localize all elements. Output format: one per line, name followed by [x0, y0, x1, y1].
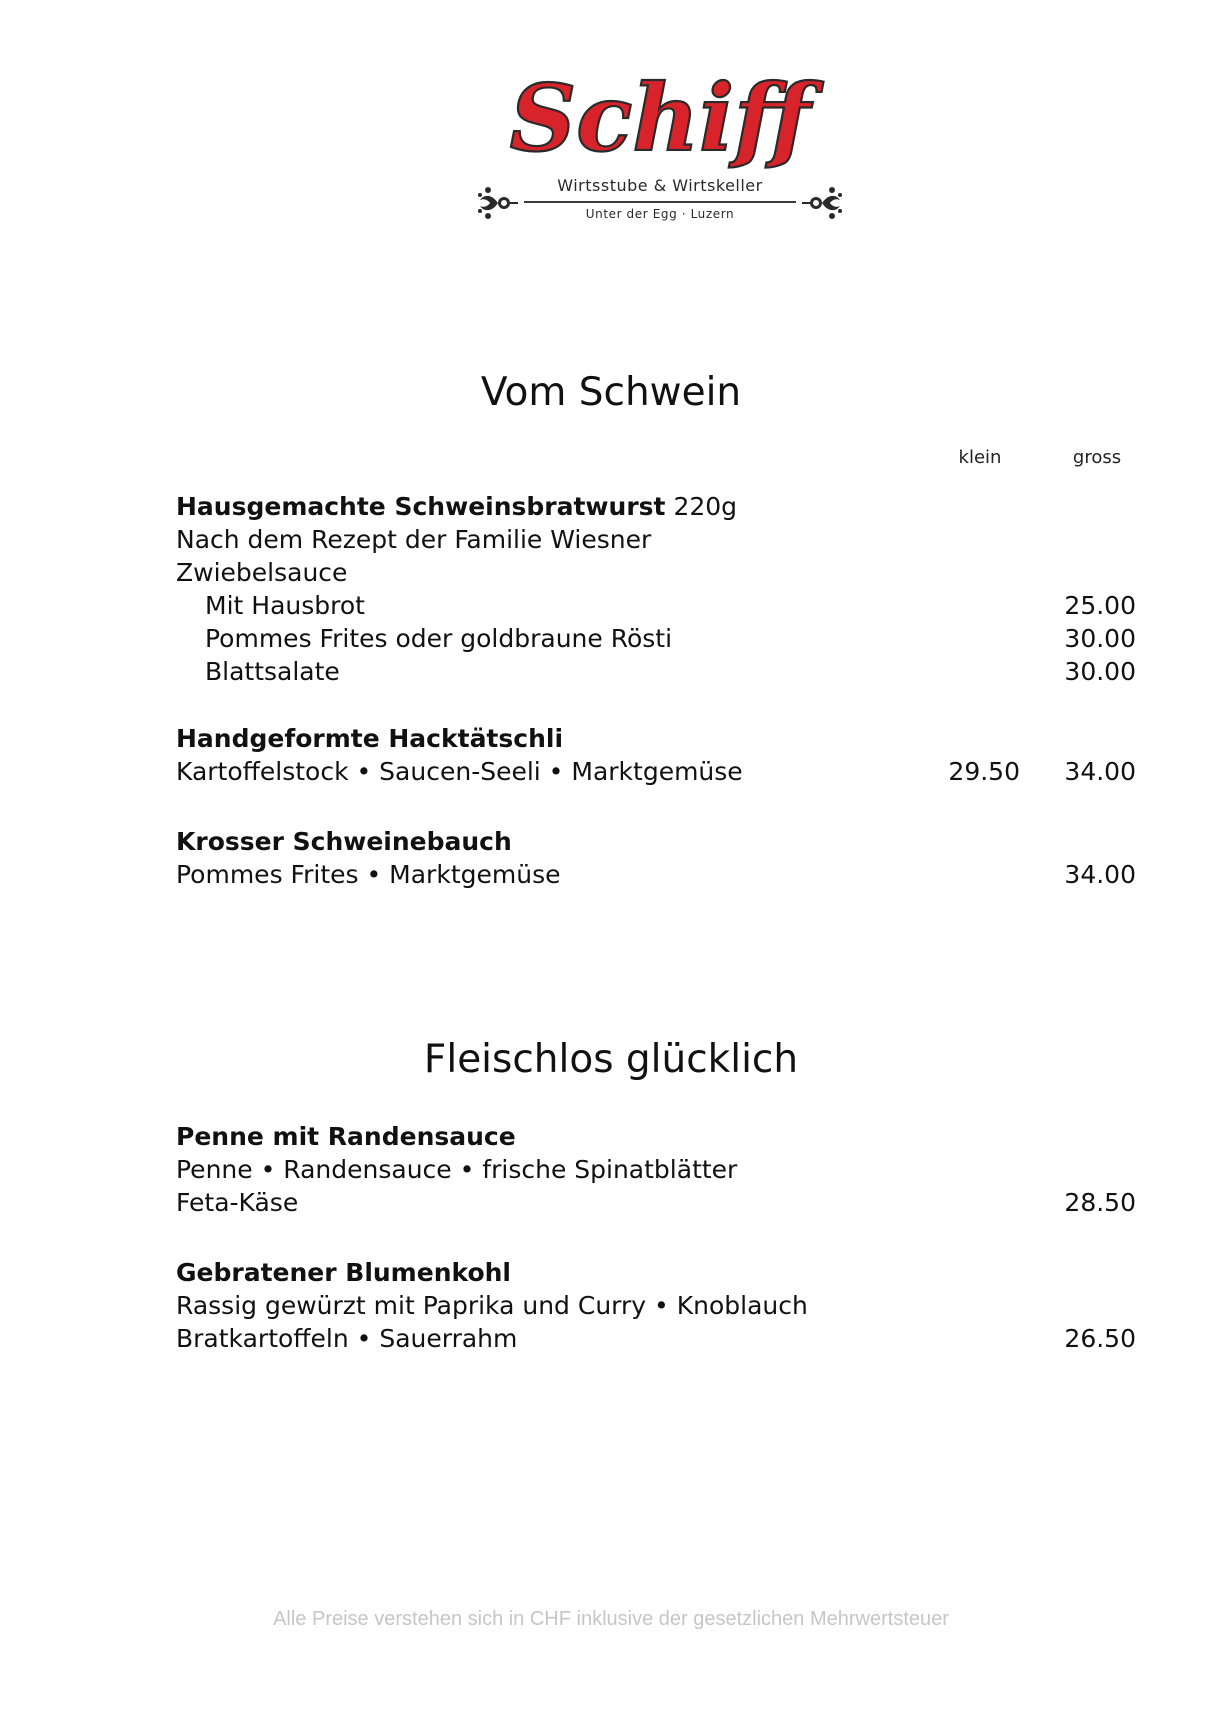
- menu-item-name: Gebratener Blumenkohl: [176, 1258, 511, 1287]
- price-gross: 25.00: [1064, 591, 1136, 620]
- menu-item-description: Zwiebelsauce: [176, 558, 348, 587]
- menu-item-blumenkohl: [176, 1256, 1136, 1355]
- section-title-vom-schwein: Vom Schwein: [480, 370, 742, 415]
- menu-item-description: [176, 1186, 1136, 1219]
- price-gross: 34.00: [1064, 860, 1136, 889]
- menu-item-name: Krosser Schweinebauch: [176, 827, 512, 856]
- menu-item-description: [176, 755, 1136, 788]
- description-text: Feta-Käse: [176, 1188, 299, 1217]
- menu-item-name: Handgeformte Hacktätschli: [176, 724, 564, 753]
- menu-item-name: [176, 490, 1136, 523]
- description-text: Pommes Frites • Marktgemüse: [176, 860, 561, 889]
- logo-wordmark: [480, 60, 840, 170]
- price-gross: 34.00: [1064, 757, 1136, 786]
- menu-item-option: [176, 589, 1136, 622]
- menu-item-hacktaetschli: [176, 722, 1136, 788]
- menu-item-description: [176, 1322, 1136, 1355]
- price-gross: 28.50: [1064, 1188, 1136, 1217]
- description-text: Bratkartoffeln • Sauerrahm: [176, 1324, 518, 1353]
- option-label: Mit Hausbrot: [205, 591, 365, 620]
- menu-item-description: Penne • Randensauce • frische Spinatblätter: [176, 1155, 738, 1184]
- section-title-fleischlos: Fleischlos glücklich: [423, 1037, 799, 1082]
- option-label: Blattsalate: [205, 657, 340, 686]
- menu-item-name: Penne mit Randensauce: [176, 1122, 516, 1151]
- price-klein: 29.50: [948, 757, 1020, 786]
- menu-item-schweinsbratwurst: [176, 490, 1136, 688]
- price-gross: 26.50: [1064, 1324, 1136, 1353]
- column-header-gross: gross: [1072, 447, 1122, 468]
- menu-item-option: [176, 655, 1136, 688]
- menu-item-title: Hausgemachte Schweinsbratwurst: [176, 492, 666, 521]
- logo-wordmark-text: Schiff: [509, 64, 811, 170]
- menu-item-option: [176, 622, 1136, 655]
- restaurant-logo: [470, 60, 850, 235]
- logo-divider: [524, 201, 796, 203]
- menu-item-penne: [176, 1120, 1136, 1219]
- logo-location: Unter der Egg · Luzern: [585, 207, 735, 221]
- option-label: Pommes Frites oder goldbraune Rösti: [205, 624, 673, 653]
- price-gross: 30.00: [1064, 657, 1136, 686]
- menu-item-schweinebauch: [176, 825, 1136, 891]
- logo-subtitle: [470, 170, 850, 230]
- ornament-left-icon: [474, 180, 520, 226]
- column-header-klein: klein: [958, 447, 1002, 468]
- menu-item-description: [176, 858, 1136, 891]
- description-text: Kartoffelstock • Saucen-Seeli • Marktgemüse: [176, 757, 743, 786]
- logo-tagline: Wirtsstube & Wirtskeller: [557, 176, 763, 195]
- menu-item-description: Rassig gewürzt mit Paprika und Curry • Knoblauch: [176, 1291, 808, 1320]
- menu-item-description: Nach dem Rezept der Familie Wiesner: [176, 525, 652, 554]
- menu-item-weight: 220g: [665, 492, 738, 521]
- price-disclaimer: Alle Preise verstehen sich in CHF inklusive der gesetzlichen Mehrwertsteuer: [273, 1608, 949, 1630]
- price-gross: 30.00: [1064, 624, 1136, 653]
- ornament-right-icon: [800, 180, 846, 226]
